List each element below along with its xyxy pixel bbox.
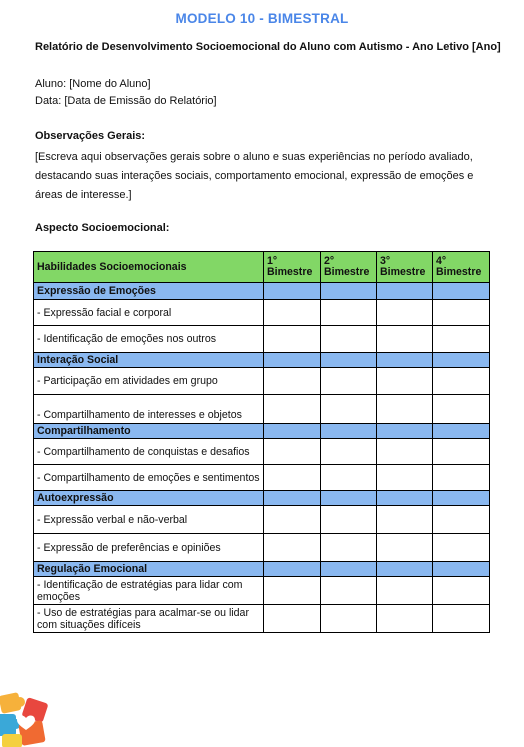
puzzle-heart-icon [0, 690, 52, 747]
grade-cell[interactable] [264, 577, 321, 605]
table-row [34, 326, 490, 353]
section-row [34, 424, 490, 439]
grade-cell[interactable] [321, 534, 377, 562]
grade-cell[interactable] [321, 326, 377, 353]
grade-cell[interactable] [264, 300, 321, 326]
section-row [34, 562, 490, 577]
skill-item: - Uso de estratégias para acalmar-se ou lidar com situações difíceis [34, 605, 264, 633]
skills-column-header: Habilidades Socioemocionais [34, 252, 264, 283]
grade-cell[interactable] [264, 439, 321, 465]
section-title: Expressão de Emoções [34, 283, 264, 300]
grade-cell[interactable] [433, 534, 490, 562]
grade-cell[interactable] [321, 300, 377, 326]
grade-cell[interactable] [433, 439, 490, 465]
grade-cell[interactable] [433, 465, 490, 491]
section-row [34, 491, 490, 506]
table-row [34, 577, 490, 605]
grade-cell[interactable] [264, 326, 321, 353]
grade-cell[interactable] [377, 577, 433, 605]
skill-item: - Compartilhamento de emoções e sentimentos [34, 465, 264, 491]
grade-cell[interactable] [321, 368, 377, 395]
bimester-4-header: 4° Bimestre [433, 252, 490, 283]
grade-cell[interactable] [321, 395, 377, 424]
grade-cell[interactable] [377, 534, 433, 562]
grade-cell[interactable] [433, 577, 490, 605]
bimester-1-header: 1° Bimestre [264, 252, 321, 283]
grade-cell[interactable] [377, 395, 433, 424]
grade-cell[interactable] [321, 577, 377, 605]
grade-cell[interactable] [377, 465, 433, 491]
skills-table [33, 251, 490, 633]
student-name-line: Aluno: [Nome do Aluno] [35, 78, 151, 90]
table-row [34, 300, 490, 326]
grade-cell[interactable] [433, 368, 490, 395]
observations-heading: Observações Gerais: [35, 130, 146, 142]
table-row [34, 506, 490, 534]
grade-cell[interactable] [377, 439, 433, 465]
grade-cell[interactable] [264, 465, 321, 491]
skill-item: - Compartilhamento de conquistas e desafios [34, 439, 264, 465]
report-date-line: Data: [Data de Emissão do Relatório] [35, 95, 217, 107]
table-row [34, 395, 490, 424]
table-header-row [34, 252, 490, 283]
grade-cell[interactable] [377, 326, 433, 353]
grade-cell[interactable] [377, 506, 433, 534]
bimester-2-header: 2° Bimestre [321, 252, 377, 283]
skill-item: - Compartilhamento de interesses e objetos [34, 395, 264, 424]
skill-item: - Expressão de preferências e opiniões [34, 534, 264, 562]
grade-cell[interactable] [377, 368, 433, 395]
report-title: Relatório de Desenvolvimento Socioemocional do Aluno com Autismo - Ano Letivo [Ano] [35, 41, 501, 53]
grade-cell[interactable] [433, 395, 490, 424]
section-row [34, 283, 490, 300]
skill-item: - Expressão verbal e não-verbal [34, 506, 264, 534]
table-row [34, 465, 490, 491]
skill-item: - Participação em atividades em grupo [34, 368, 264, 395]
grade-cell[interactable] [433, 300, 490, 326]
table-row [34, 605, 490, 633]
section-row [34, 353, 490, 368]
grade-cell[interactable] [264, 534, 321, 562]
section-title: Regulação Emocional [34, 562, 264, 577]
bimester-3-header: 3° Bimestre [377, 252, 433, 283]
grade-cell[interactable] [433, 605, 490, 633]
section-title: Interação Social [34, 353, 264, 368]
grade-cell[interactable] [433, 326, 490, 353]
section-title: Compartilhamento [34, 424, 264, 439]
table-row [34, 439, 490, 465]
grade-cell[interactable] [321, 465, 377, 491]
grade-cell[interactable] [433, 506, 490, 534]
grade-cell[interactable] [264, 368, 321, 395]
model-title: MODELO 10 - BIMESTRAL [175, 11, 349, 26]
grade-cell[interactable] [377, 300, 433, 326]
table-row [34, 534, 490, 562]
skill-item: - Expressão facial e corporal [34, 300, 264, 326]
grade-cell[interactable] [321, 506, 377, 534]
skill-item: - Identificação de estratégias para lidar com emoções [34, 577, 264, 605]
observations-text: [Escreva aqui observações gerais sobre o aluno e suas experiências no período avaliado, destacando suas interações sociais, comportamento emocional, expressão de emoções e áreas de interesse.] [35, 151, 474, 201]
grade-cell[interactable] [264, 605, 321, 633]
skill-item: - Identificação de emoções nos outros [34, 326, 264, 353]
grade-cell[interactable] [321, 439, 377, 465]
grade-cell[interactable] [377, 605, 433, 633]
grade-cell[interactable] [264, 395, 321, 424]
section-title: Autoexpressão [34, 491, 264, 506]
grade-cell[interactable] [321, 605, 377, 633]
grade-cell[interactable] [264, 506, 321, 534]
aspect-heading: Aspecto Socioemocional: [35, 222, 170, 234]
table-row [34, 368, 490, 395]
